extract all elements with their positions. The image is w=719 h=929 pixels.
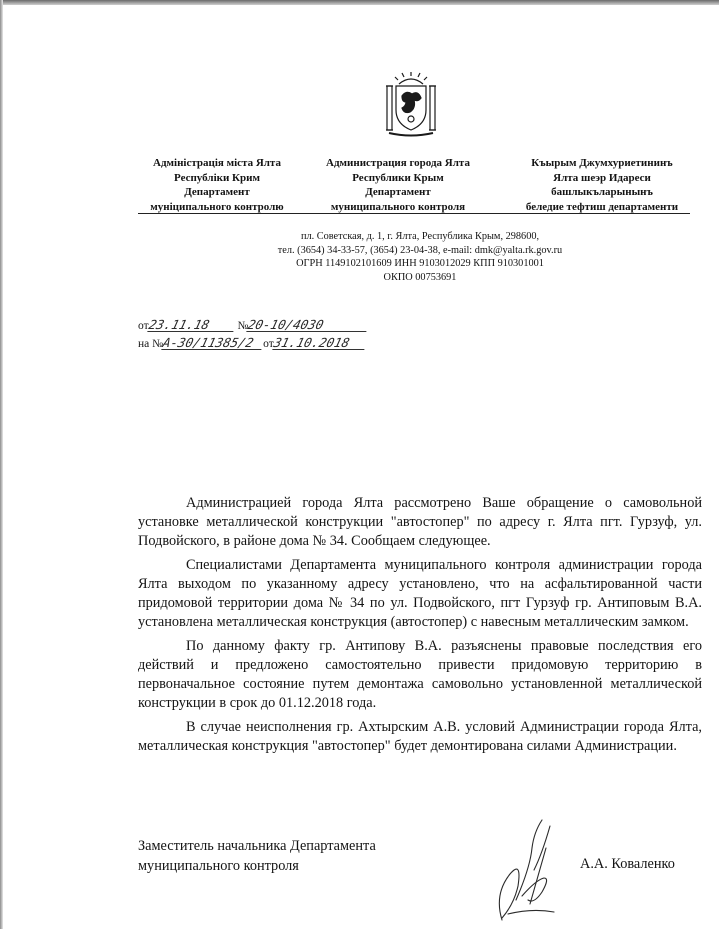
outgoing-date: 23.11.18 <box>147 318 236 332</box>
org-ru-line: Департамент <box>365 186 431 198</box>
org-header-russian <box>312 156 484 214</box>
header-divider <box>138 213 690 214</box>
outgoing-reference <box>138 318 368 332</box>
handwritten-signature <box>472 808 572 926</box>
date-label: от <box>263 338 274 350</box>
from-label: от <box>138 320 149 332</box>
signatory-title-line: муниципального контроля <box>138 858 299 874</box>
body-paragraph: По данному факту гр. Антипову В.А. разъяснены правовые последствия его действий и предложено самостоятельно привести придомовую территорию в первоначальное состояние путем демонтажа самовольно установленной металлической конструкции в срок до 01.12.2018 года. <box>138 638 702 711</box>
contact-block <box>220 230 620 284</box>
on-number-label: на № <box>138 338 164 350</box>
crimea-coat-of-arms-icon <box>384 72 438 138</box>
org-ru-line: муниципального контроля <box>330 200 466 213</box>
org-ua-line: Адміністрація міста Ялта <box>153 157 281 169</box>
org-ru-line: Администрация города Ялта <box>326 157 470 169</box>
org-crh-line: Ялта шеэр Идареси <box>553 171 651 184</box>
incoming-reference <box>138 336 366 350</box>
incoming-date: 31.10.2018 <box>272 336 367 350</box>
org-ru-line: Республики Крым <box>352 171 444 184</box>
body-paragraph: В случае неисполнения гр. Ахтырским А.В. условий Администрации города Ялта, металлическая конструкция "автостопер" будет демонтирована силами Администрации. <box>138 719 702 754</box>
number-label: № <box>237 320 249 332</box>
org-header-crimean-tatar <box>504 156 700 214</box>
org-ua-line: Департамент <box>184 186 250 198</box>
org-crh-line: Къырым Джумхуриетининъ <box>531 157 673 169</box>
org-ua-line: Республіки Крим <box>174 171 260 184</box>
contact-okpo: ОКПО 00753691 <box>383 271 457 283</box>
outgoing-number: 20-10/4030 <box>247 318 370 332</box>
body-paragraph: Администрацией города Ялта рассмотрено Ваше обращение о самовольной установке металлической конструкции "автостопер" по адресу г. Ялта пгт. Гурзуф, ул. Подвойского, в районе дома № 34. Сообщаем следующее. <box>138 495 702 549</box>
contact-address: пл. Советская, д. 1, г. Ялта, Республика Крым, 298600, <box>300 231 540 242</box>
scan-edge-left <box>0 0 3 929</box>
contact-phone-email: тел. (3654) 34-33-57, (3654) 23-04-38, e-mail: dmk@yalta.rk.gov.ru <box>277 244 563 256</box>
org-crh-line: беледие тефтиш департаменти <box>525 200 679 213</box>
signatory-title <box>138 836 376 876</box>
org-ua-line: муніципального контролю <box>150 200 284 213</box>
org-crh-line: башлыкъларынынъ <box>551 186 653 198</box>
incoming-number: А-30/11385/2 <box>161 336 264 350</box>
body-paragraph: Специалистами Департамента муниципального контроля администрации города Ялта выходом по указанному адресу установлено, что на асфальтированной части придомовой территории дома № 34 по ул. Подвойского, пгт Гурзуф гр. Антиповым В.А. установлена металлическая конструкция (автостопер) с навесным металлическим замком. <box>138 557 702 630</box>
org-header-ukrainian <box>132 156 302 214</box>
contact-registry-codes: ОГРН 1149102101609 ИНН 9103012029 КПП 910301001 <box>296 258 544 269</box>
letter-body <box>138 494 702 761</box>
signatory-title-line: Заместитель начальника Департамента <box>138 838 376 854</box>
signatory-name: А.А. Коваленко <box>580 856 675 872</box>
scan-edge-top <box>0 0 719 5</box>
